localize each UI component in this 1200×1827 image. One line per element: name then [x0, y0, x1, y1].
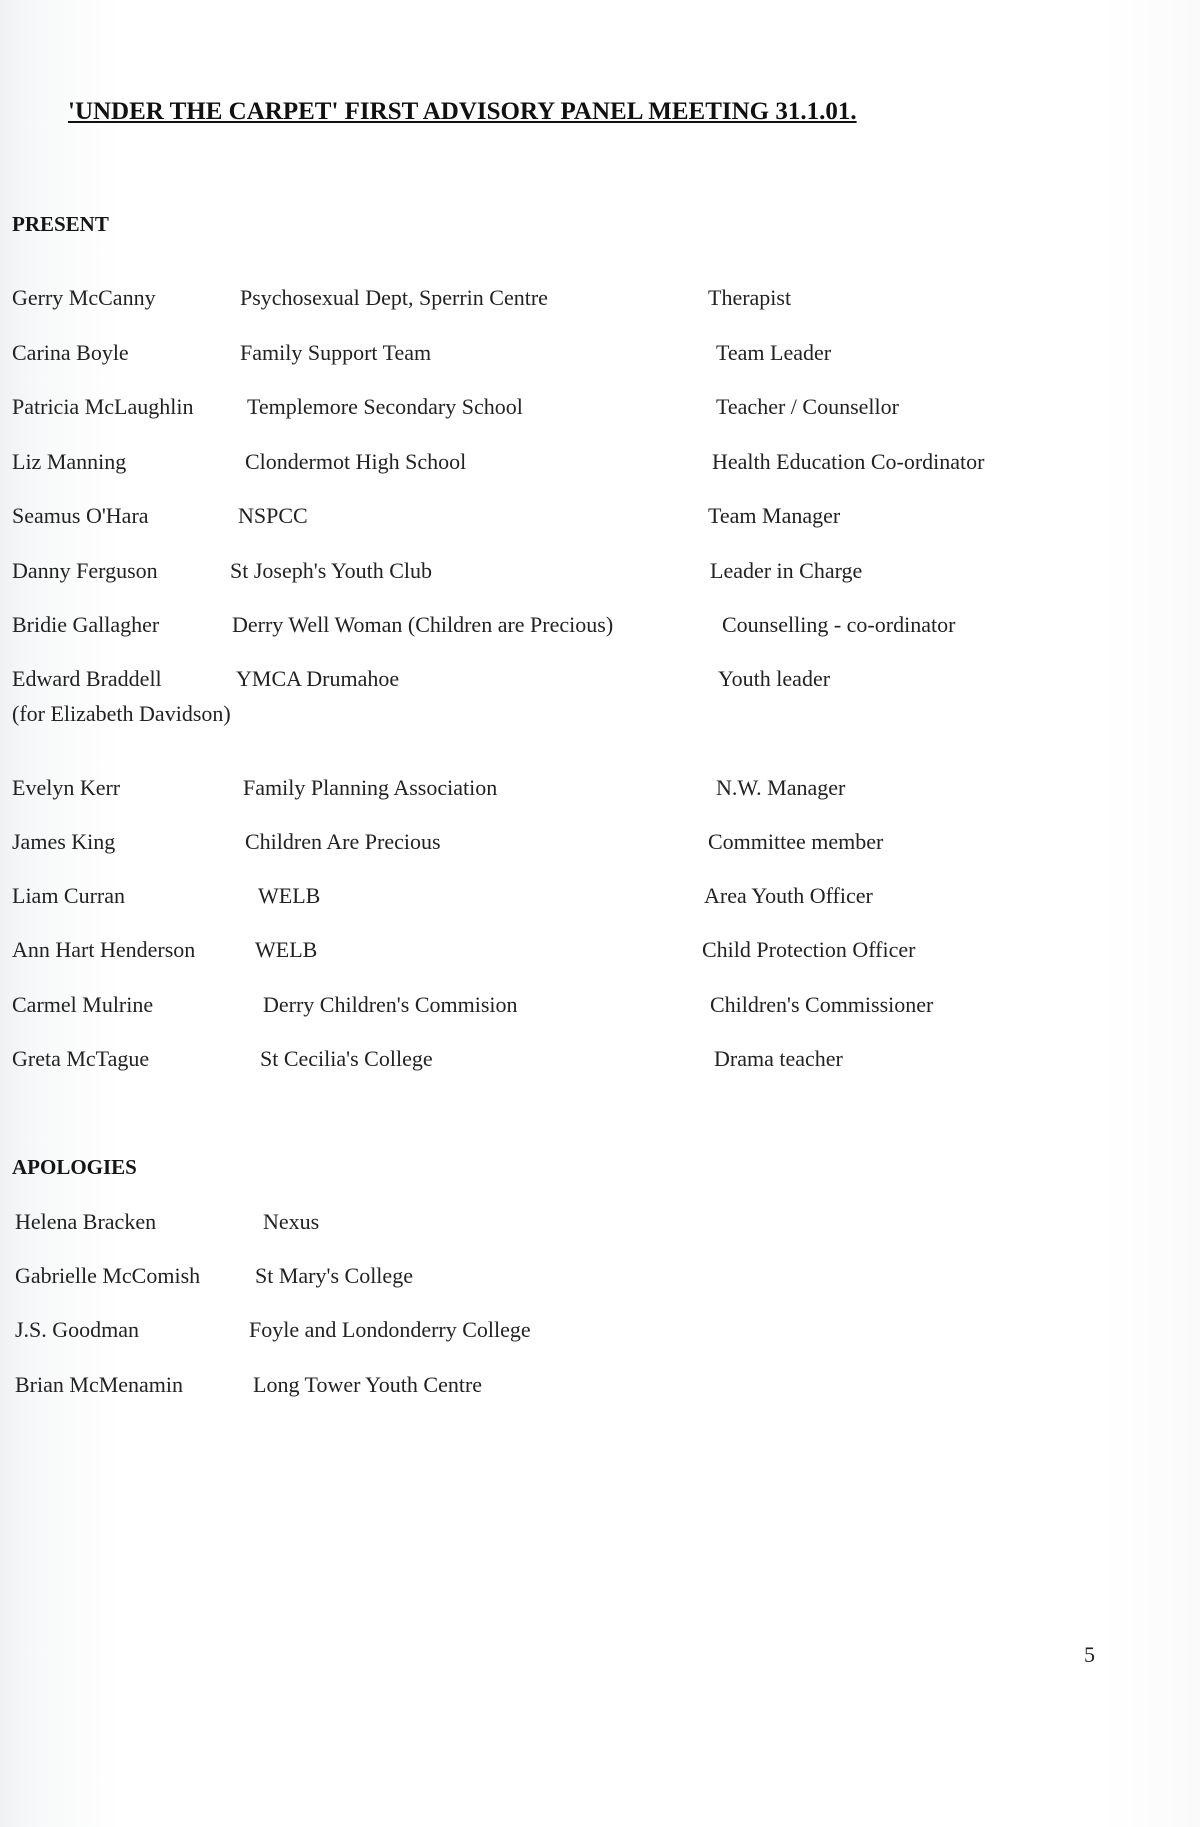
person-organisation: Family Planning Association: [243, 775, 498, 800]
present-row: [0, 829, 1200, 859]
present-row: [0, 340, 1200, 370]
person-organisation: Derry Children's Commision: [263, 992, 518, 1017]
person-role: Child Protection Officer: [702, 937, 916, 962]
person-organisation: Clondermot High School: [245, 449, 467, 474]
person-name: Carmel Mulrine: [12, 992, 154, 1017]
present-row: [0, 775, 1200, 805]
person-name: Bridie Gallagher: [12, 612, 160, 637]
person-name: Carina Boyle: [12, 340, 129, 365]
apology-row: [0, 1209, 1200, 1239]
person-role: Children's Commissioner: [710, 992, 934, 1017]
apologies-heading: APOLOGIES: [12, 1155, 137, 1179]
person-organisation: Nexus: [263, 1209, 320, 1234]
person-role: Teacher / Counsellor: [716, 394, 899, 419]
apology-row: [0, 1263, 1200, 1293]
person-name: Seamus O'Hara: [12, 503, 149, 528]
substitute-note: (for Elizabeth Davidson): [12, 701, 231, 726]
page-number: 5: [1084, 1642, 1095, 1667]
person-role: Counselling - co-ordinator: [722, 612, 956, 637]
person-name: J.S. Goodman: [15, 1317, 140, 1342]
present-row: [0, 449, 1200, 479]
person-name: Helena Bracken: [15, 1209, 157, 1234]
person-name: Brian McMenamin: [15, 1372, 184, 1397]
person-name: Greta McTague: [12, 1046, 150, 1071]
person-organisation: Derry Well Woman (Children are Precious): [232, 612, 614, 637]
present-row: [0, 1046, 1200, 1076]
present-row: [0, 937, 1200, 967]
apology-row: [0, 1317, 1200, 1347]
person-organisation: Psychosexual Dept, Sperrin Centre: [240, 285, 548, 310]
person-organisation: WELB: [258, 883, 321, 908]
present-row: [0, 394, 1200, 424]
present-heading: PRESENT: [12, 212, 109, 236]
person-role: Youth leader: [718, 666, 831, 691]
person-organisation: Long Tower Youth Centre: [253, 1372, 483, 1397]
person-role: Leader in Charge: [710, 558, 863, 583]
person-role: Health Education Co-ordinator: [712, 449, 985, 474]
person-role: Area Youth Officer: [704, 883, 873, 908]
person-role: Team Leader: [716, 340, 832, 365]
person-organisation: YMCA Drumahoe: [236, 666, 400, 691]
person-role: Therapist: [708, 285, 792, 310]
person-role: N.W. Manager: [716, 775, 846, 800]
document-title: 'UNDER THE CARPET' FIRST ADVISORY PANEL MEETING 31.1.01.: [68, 98, 857, 125]
person-name: Patricia McLaughlin: [12, 394, 194, 419]
present-row: [0, 285, 1200, 315]
present-row: [0, 666, 1200, 696]
person-organisation: St Cecilia's College: [260, 1046, 433, 1071]
present-row: [0, 503, 1200, 533]
person-name: Gabrielle McComish: [15, 1263, 201, 1288]
present-row: [0, 992, 1200, 1022]
person-organisation: Foyle and Londonderry College: [249, 1317, 531, 1342]
person-organisation: Children Are Precious: [245, 829, 441, 854]
person-name: Liam Curran: [12, 883, 126, 908]
person-role: Drama teacher: [714, 1046, 843, 1071]
person-organisation: Family Support Team: [240, 340, 432, 365]
present-row: [0, 558, 1200, 588]
person-organisation: St Mary's College: [255, 1263, 413, 1288]
person-role: Committee member: [708, 829, 884, 854]
person-name: Ann Hart Henderson: [12, 937, 196, 962]
apology-row: [0, 1372, 1200, 1402]
person-name: Edward Braddell: [12, 666, 162, 691]
person-organisation: St Joseph's Youth Club: [230, 558, 433, 583]
person-name: Liz Manning: [12, 449, 127, 474]
present-row: [0, 612, 1200, 642]
person-organisation: Templemore Secondary School: [247, 394, 523, 419]
person-organisation: NSPCC: [238, 503, 308, 528]
person-role: Team Manager: [708, 503, 841, 528]
person-name: Gerry McCanny: [12, 285, 156, 310]
person-name: Danny Ferguson: [12, 558, 158, 583]
person-name: Evelyn Kerr: [12, 775, 121, 800]
person-name: James King: [12, 829, 116, 854]
person-organisation: WELB: [255, 937, 318, 962]
present-row: [0, 883, 1200, 913]
